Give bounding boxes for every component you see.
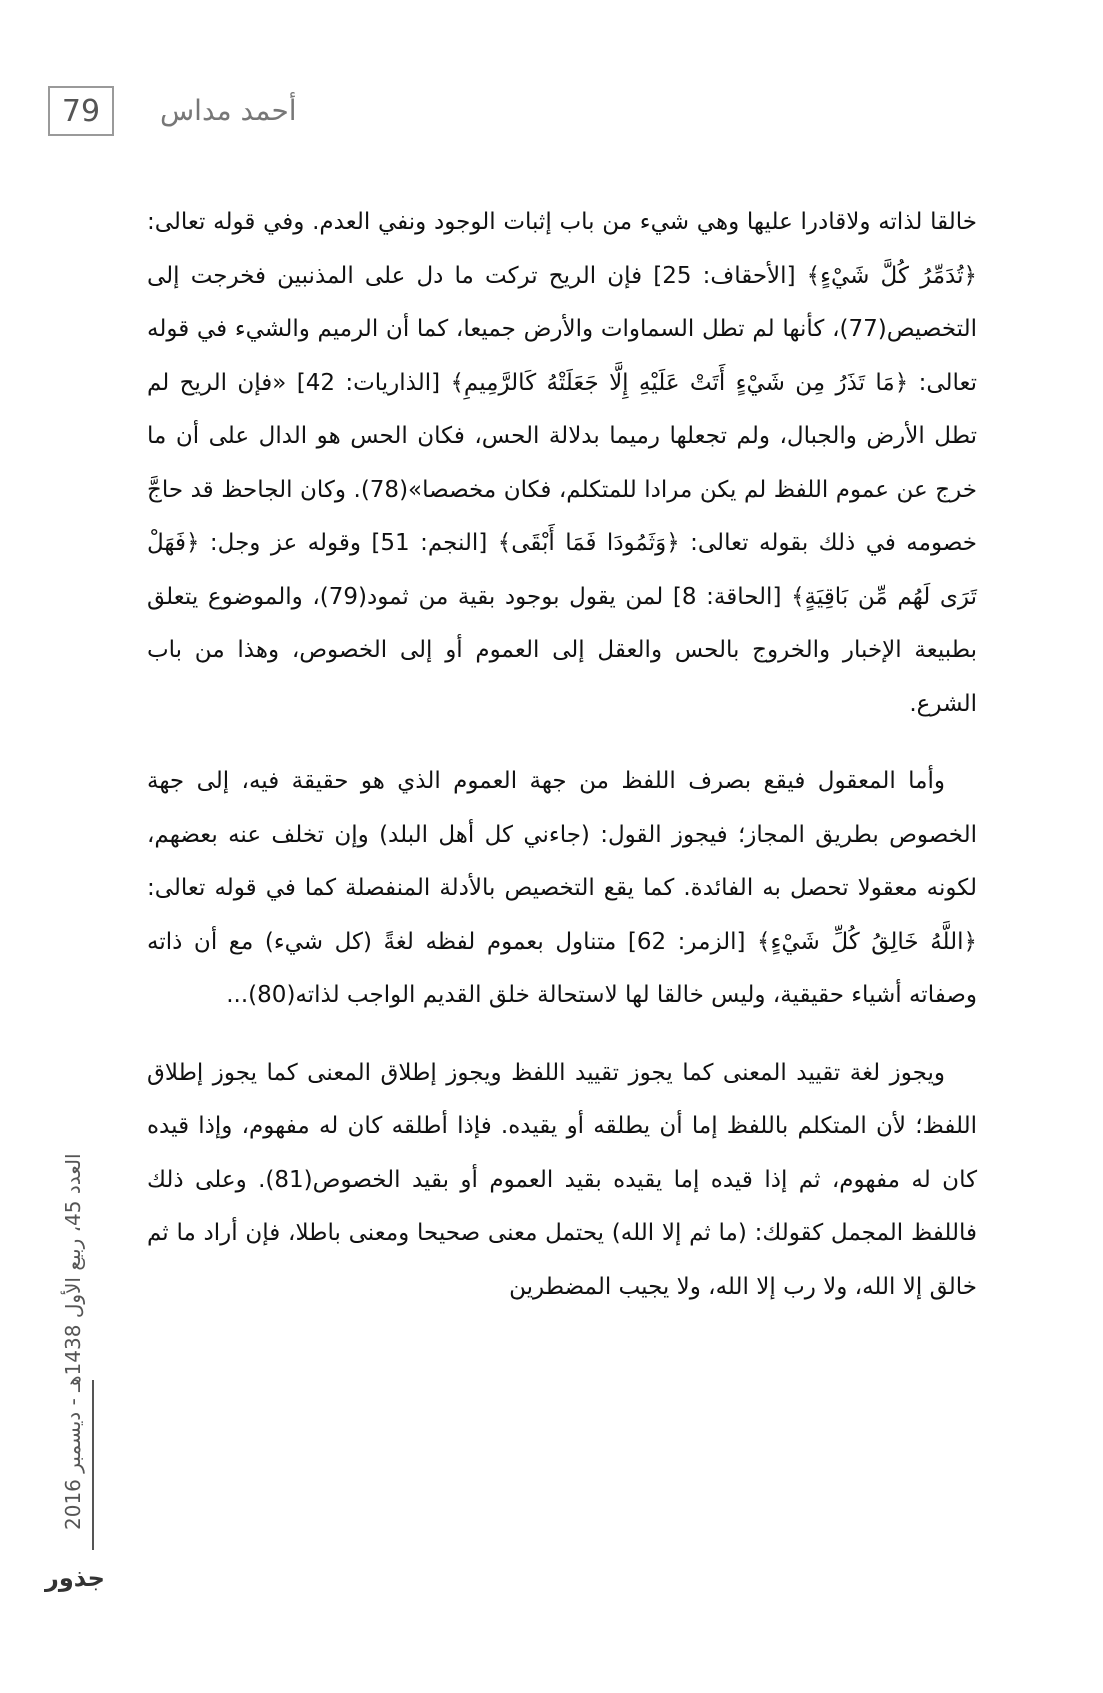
text-line: المعنى كما يجوز إطلاق اللفظ؛ لأن المتكلم باللفظ إما أن يطلقه أو — [147, 1059, 978, 1139]
journal-logo: جذور — [45, 1564, 105, 1592]
text-line: فإن أراد ما ثم خالق إلا الله، ولا رب إلا الله، ولا يجيب المضطرين — [147, 1220, 977, 1300]
text-line: الواجب لذاته(80)... — [226, 982, 416, 1008]
text-line: خالقا لذاته ولاقادرا عليها وهي شيء من باب إثبات الوجود ونفي العدم. — [312, 209, 978, 235]
text-line: فيه، إلى جهة الخصوص بطريق المجاز؛ فيجوز القول: (جاءني كل — [147, 768, 977, 848]
text-line: يقيده. فإذا أطلقه كان له مفهوم، وإذا قيده كان له مفهوم، ثم إذا — [147, 1113, 978, 1193]
text-line: وأما المعقول فيقع بصرف اللفظ من جهة العموم الذي هو حقيقة — [291, 768, 945, 794]
paragraph — [147, 755, 977, 1023]
text-line: قيده إما يقيده بقيد العموم أو بقيد الخصوص(81). وعلى ذلك فاللفظ — [147, 1166, 978, 1246]
text-line: كما يقع التخصيص بالأدلة المنفصلة كما في قوله تعالى: ﴿اللَّهُ خَالِقُ — [147, 875, 978, 955]
text-line: 51] وقوله عز وجل: ﴿فَهَلْ تَرَى لَهُم مِّن بَاقِيَةٍ﴾ [الحاقة: 8] لمن يقول بوجود — [147, 530, 977, 610]
text-line: خرج عن عموم اللفظ لم يكن مرادا للمتكلم، فكان مخصصا»(78). وكان — [300, 476, 977, 503]
paragraph — [147, 196, 977, 731]
issue-info: العدد 45، ربيع الأول 1438هـ - ديسمبر 2016 — [61, 1153, 85, 1530]
text-line: والجبال، ولم تجعلها رميما بدلالة الحس، فكان الحس هو الدال على أن ما — [147, 423, 857, 449]
divider — [92, 1380, 94, 1550]
text-line: أهل البلد) وإن تخلف عنه بعضهم، لكونه معقولا تحصل به الفائدة. — [147, 821, 978, 901]
issue-info-sidebar — [45, 890, 105, 1530]
text-line: المجمل كقولك: (ما ثم إلا الله) يحتمل معنى صحيحا ومعنى باطلا، — [288, 1220, 904, 1246]
text-line: شَيْءٍ أَتَتْ عَلَيْهِ إِلَّا جَعَلَتْهُ كَالرَّمِيمِ﴾ [الذاريات: 42] «فإن الريح لم تطل الأرض — [147, 369, 977, 449]
text-line: وفي قوله تعالى: ﴿تُدَمِّرُ كُلَّ شَيْءٍ﴾ [الأحقاف: 25] فإن الريح تركت ما دل — [147, 209, 977, 289]
page-number: 79 — [48, 86, 114, 136]
text-line: ذاته وصفاته أشياء حقيقية، وليس خالقا لها لاستحالة خلق القديم — [147, 928, 977, 1008]
text-line: والعقل إلى العموم أو إلى الخصوص، وهذا من باب الشرع. — [147, 637, 977, 717]
article-body — [147, 196, 977, 1314]
text-line: الجاحظ قد حاجَّ خصومه في ذلك بقوله تعالى: ﴿وَثَمُودَا فَمَا أَبْقَى﴾ [النجم: — [147, 476, 977, 556]
text-line: والأرض جميعا، كما أن الرميم والشيء في قوله تعالى: ﴿مَا تَذَرُ مِن — [147, 316, 978, 396]
paragraph — [147, 1047, 977, 1315]
text-line: كُلِّ شَيْءٍ﴾ [الزمر: 62] متناول بعموم لفظه لغةً (كل شيء) مع أن — [193, 928, 860, 955]
text-line: ويجوز لغة تقييد المعنى كما يجوز تقييد اللفظ ويجوز إطلاق — [380, 1059, 946, 1086]
author-name: أحمد مداس — [160, 94, 297, 127]
text-line: على المذنبين فخرجت إلى التخصيص(77)، كأنها لم تطل السماوات — [147, 262, 978, 342]
text-line: بقية من ثمود(79)، والموضوع يتعلق بطبيعة الإخبار والخروج بالحس — [147, 583, 977, 663]
